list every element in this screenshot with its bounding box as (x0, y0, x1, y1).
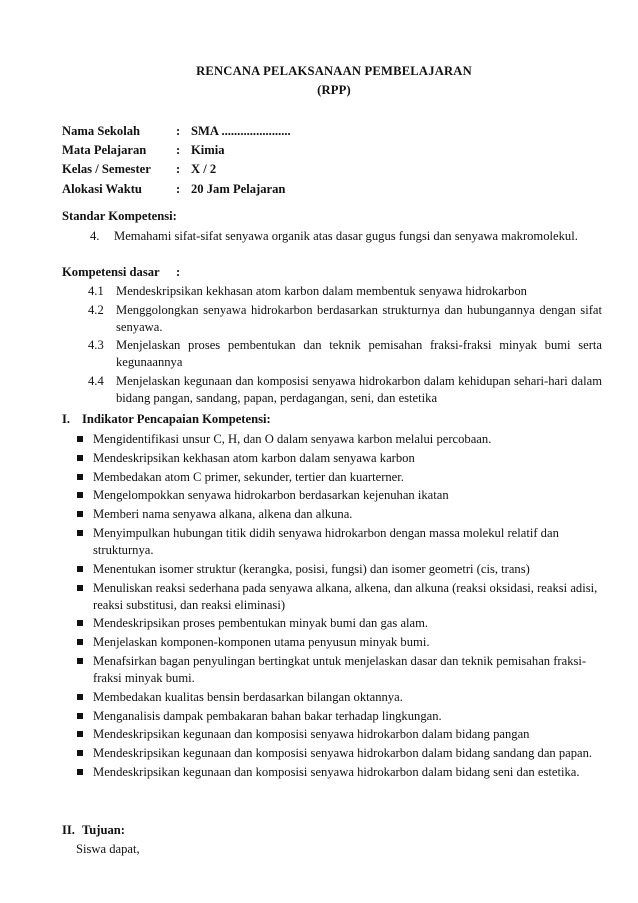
document-title (0, 63, 638, 99)
bullet-icon (74, 726, 93, 743)
list-item (62, 764, 602, 781)
identity-value: SMA ...................... (191, 124, 291, 138)
list-item (62, 580, 602, 614)
list-item (62, 431, 602, 448)
indikator-section (62, 411, 602, 781)
indikator-list (62, 431, 602, 781)
indikator-text: Mengelompokkan senyawa hidrokarbon berdasarkan kejenuhan ikatan (93, 488, 449, 503)
identity-row (62, 141, 291, 160)
indikator-text: Menganalisis dampak pembakaran bahan bakar terhadap lingkungan. (93, 708, 442, 723)
indikator-text: Mendeskripsikan kegunaan dan komposisi senyawa hidrokarbon dalam bidang seni dan estetika. (93, 764, 580, 779)
bullet-icon (74, 469, 93, 486)
bullet-icon (74, 689, 93, 706)
list-item (62, 726, 602, 743)
kd-text: Menggolongkan senyawa hidrokarbon berdasarkan strukturnya dan hubungannya dengan sifat senyawa. (116, 302, 602, 334)
identity-value: 20 Jam Pelajaran (191, 181, 286, 196)
standar-text: Memahami sifat-sifat senyawa organik atas dasar gugus fungsi dan senyawa makromolekul. (114, 229, 578, 243)
identity-colon: : (176, 143, 181, 158)
indikator-text: Mendeskripsikan kekhasan atom karbon dalam senyawa karbon (93, 450, 415, 465)
identity-label: Nama Sekolah (62, 124, 141, 138)
list-item (62, 506, 602, 523)
bullet-icon (74, 487, 93, 504)
indikator-text: Mendeskripsikan kegunaan dan komposisi senyawa hidrokarbon dalam bidang sandang dan papan. (93, 746, 593, 761)
list-item (62, 615, 602, 632)
identity-value: X / 2 (191, 162, 217, 177)
list-item (62, 561, 602, 578)
title-line-2: (RPP) (317, 83, 351, 97)
kd-text: Mendeskripsikan kekhasan atom karbon dalam membentuk senyawa hidrokarbon (116, 284, 527, 298)
bullet-icon (74, 561, 93, 578)
kd-text: Menjelaskan proses pembentukan dan teknik pemisahan fraksi-fraksi minyak bumi serta kegunaannya (116, 338, 602, 370)
bullet-icon (74, 525, 93, 559)
identity-value: Kimia (191, 143, 225, 158)
indikator-heading (62, 411, 602, 428)
kompetensi-dasar-list (62, 283, 602, 407)
indikator-text: Menjelaskan komponen-komponen utama penyusun minyak bumi. (93, 635, 430, 650)
identity-label: Kelas / Semester (62, 162, 151, 177)
identity-label: Alokasi Waktu (62, 181, 142, 196)
kd-number: 4.1 (88, 284, 104, 298)
indikator-text: Mendeskripsikan proses pembentukan minyak bumi dan gas alam. (93, 616, 429, 631)
list-item (62, 469, 602, 486)
indikator-text: Membedakan kualitas bensin berdasarkan bilangan oktannya. (93, 689, 403, 704)
standar-kompetensi-item (62, 228, 602, 245)
bullet-icon (74, 653, 93, 687)
list-item (62, 450, 602, 467)
title-line-1: RENCANA PELAKSANAAN PEMBELAJARAN (196, 64, 472, 78)
list-item (62, 708, 602, 725)
tujuan-number: II. (62, 823, 75, 837)
identity-colon: : (176, 181, 181, 196)
standar-kompetensi-section (62, 208, 602, 245)
identity-label: Mata Pelajaran (62, 143, 147, 158)
list-item (62, 634, 602, 651)
kd-number: 4.4 (88, 373, 104, 388)
kompetensi-dasar-heading (62, 264, 602, 281)
standar-number: 4. (90, 229, 100, 243)
tujuan-heading (62, 822, 602, 839)
kompetensi-dasar-colon: : (176, 265, 181, 279)
identity-colon: : (176, 162, 181, 177)
bullet-icon (74, 708, 93, 725)
list-item (62, 745, 602, 762)
bullet-icon (74, 615, 93, 632)
indikator-text: Membedakan atom C primer, sekunder, tertier dan kuarterner. (93, 469, 404, 484)
bullet-icon (74, 431, 93, 448)
identity-row (62, 122, 291, 141)
bullet-icon (74, 580, 93, 614)
kompetensi-dasar-label: Kompetensi dasar (62, 265, 160, 279)
indikator-text: Menuliskan reaksi sederhana pada senyawa alkana, alkena, dan alkuna (reaksi oksidasi, reaksi adisi, reaksi substitusi, dan reaksi eliminasi) (93, 580, 598, 612)
indikator-text: Mendeskripsikan kegunaan dan komposisi senyawa hidrokarbon dalam bidang pangan (93, 727, 530, 742)
list-item (62, 373, 602, 407)
indikator-text: Menafsirkan bagan penyulingan bertingkat untuk menjelaskan dasar dan teknik pemisahan fraksi-fraksi minyak bumi. (93, 653, 587, 685)
kd-text: Menjelaskan kegunaan dan komposisi senyawa hidrokarbon dalam kehidupan sehari-hari dalam bidang pangan, sandang, papan, perdagangan, seni, dan estetika (116, 373, 602, 405)
indikator-text: Menyimpulkan hubungan titik didih senyawa hidrokarbon dengan massa molekul relatif dan strukturnya. (93, 525, 559, 557)
bullet-icon (74, 745, 93, 762)
list-item (62, 653, 602, 687)
list-item (62, 487, 602, 504)
identity-row (62, 160, 291, 179)
bullet-icon (74, 506, 93, 523)
identity-table (62, 122, 291, 199)
list-item (62, 302, 602, 336)
bullet-icon (74, 450, 93, 467)
standar-kompetensi-heading: Standar Kompetensi: (62, 209, 177, 223)
kd-number: 4.2 (88, 302, 104, 317)
indikator-text: Memberi nama senyawa alkana, alkena dan alkuna. (93, 507, 353, 522)
bullet-icon (74, 634, 93, 651)
indikator-text: Menentukan isomer struktur (kerangka, posisi, fungsi) dan isomer geometri (cis, trans) (93, 561, 530, 576)
kompetensi-dasar-section (62, 264, 602, 407)
indikator-number: I. (62, 412, 71, 426)
indikator-heading-text: Indikator Pencapaian Kompetensi: (82, 412, 271, 426)
indikator-text: Mengidentifikasi unsur C, H, dan O dalam senyawa karbon melalui percobaan. (93, 432, 492, 446)
tujuan-section (62, 822, 602, 858)
list-item (62, 525, 602, 559)
tujuan-intro: Siswa dapat, (76, 842, 140, 856)
list-item (62, 283, 602, 300)
bullet-icon (74, 764, 93, 781)
tujuan-heading-text: Tujuan: (82, 823, 125, 837)
list-item (62, 689, 602, 706)
identity-colon: : (176, 124, 181, 138)
identity-row (62, 180, 291, 199)
list-item (62, 337, 602, 371)
kd-number: 4.3 (88, 338, 104, 353)
